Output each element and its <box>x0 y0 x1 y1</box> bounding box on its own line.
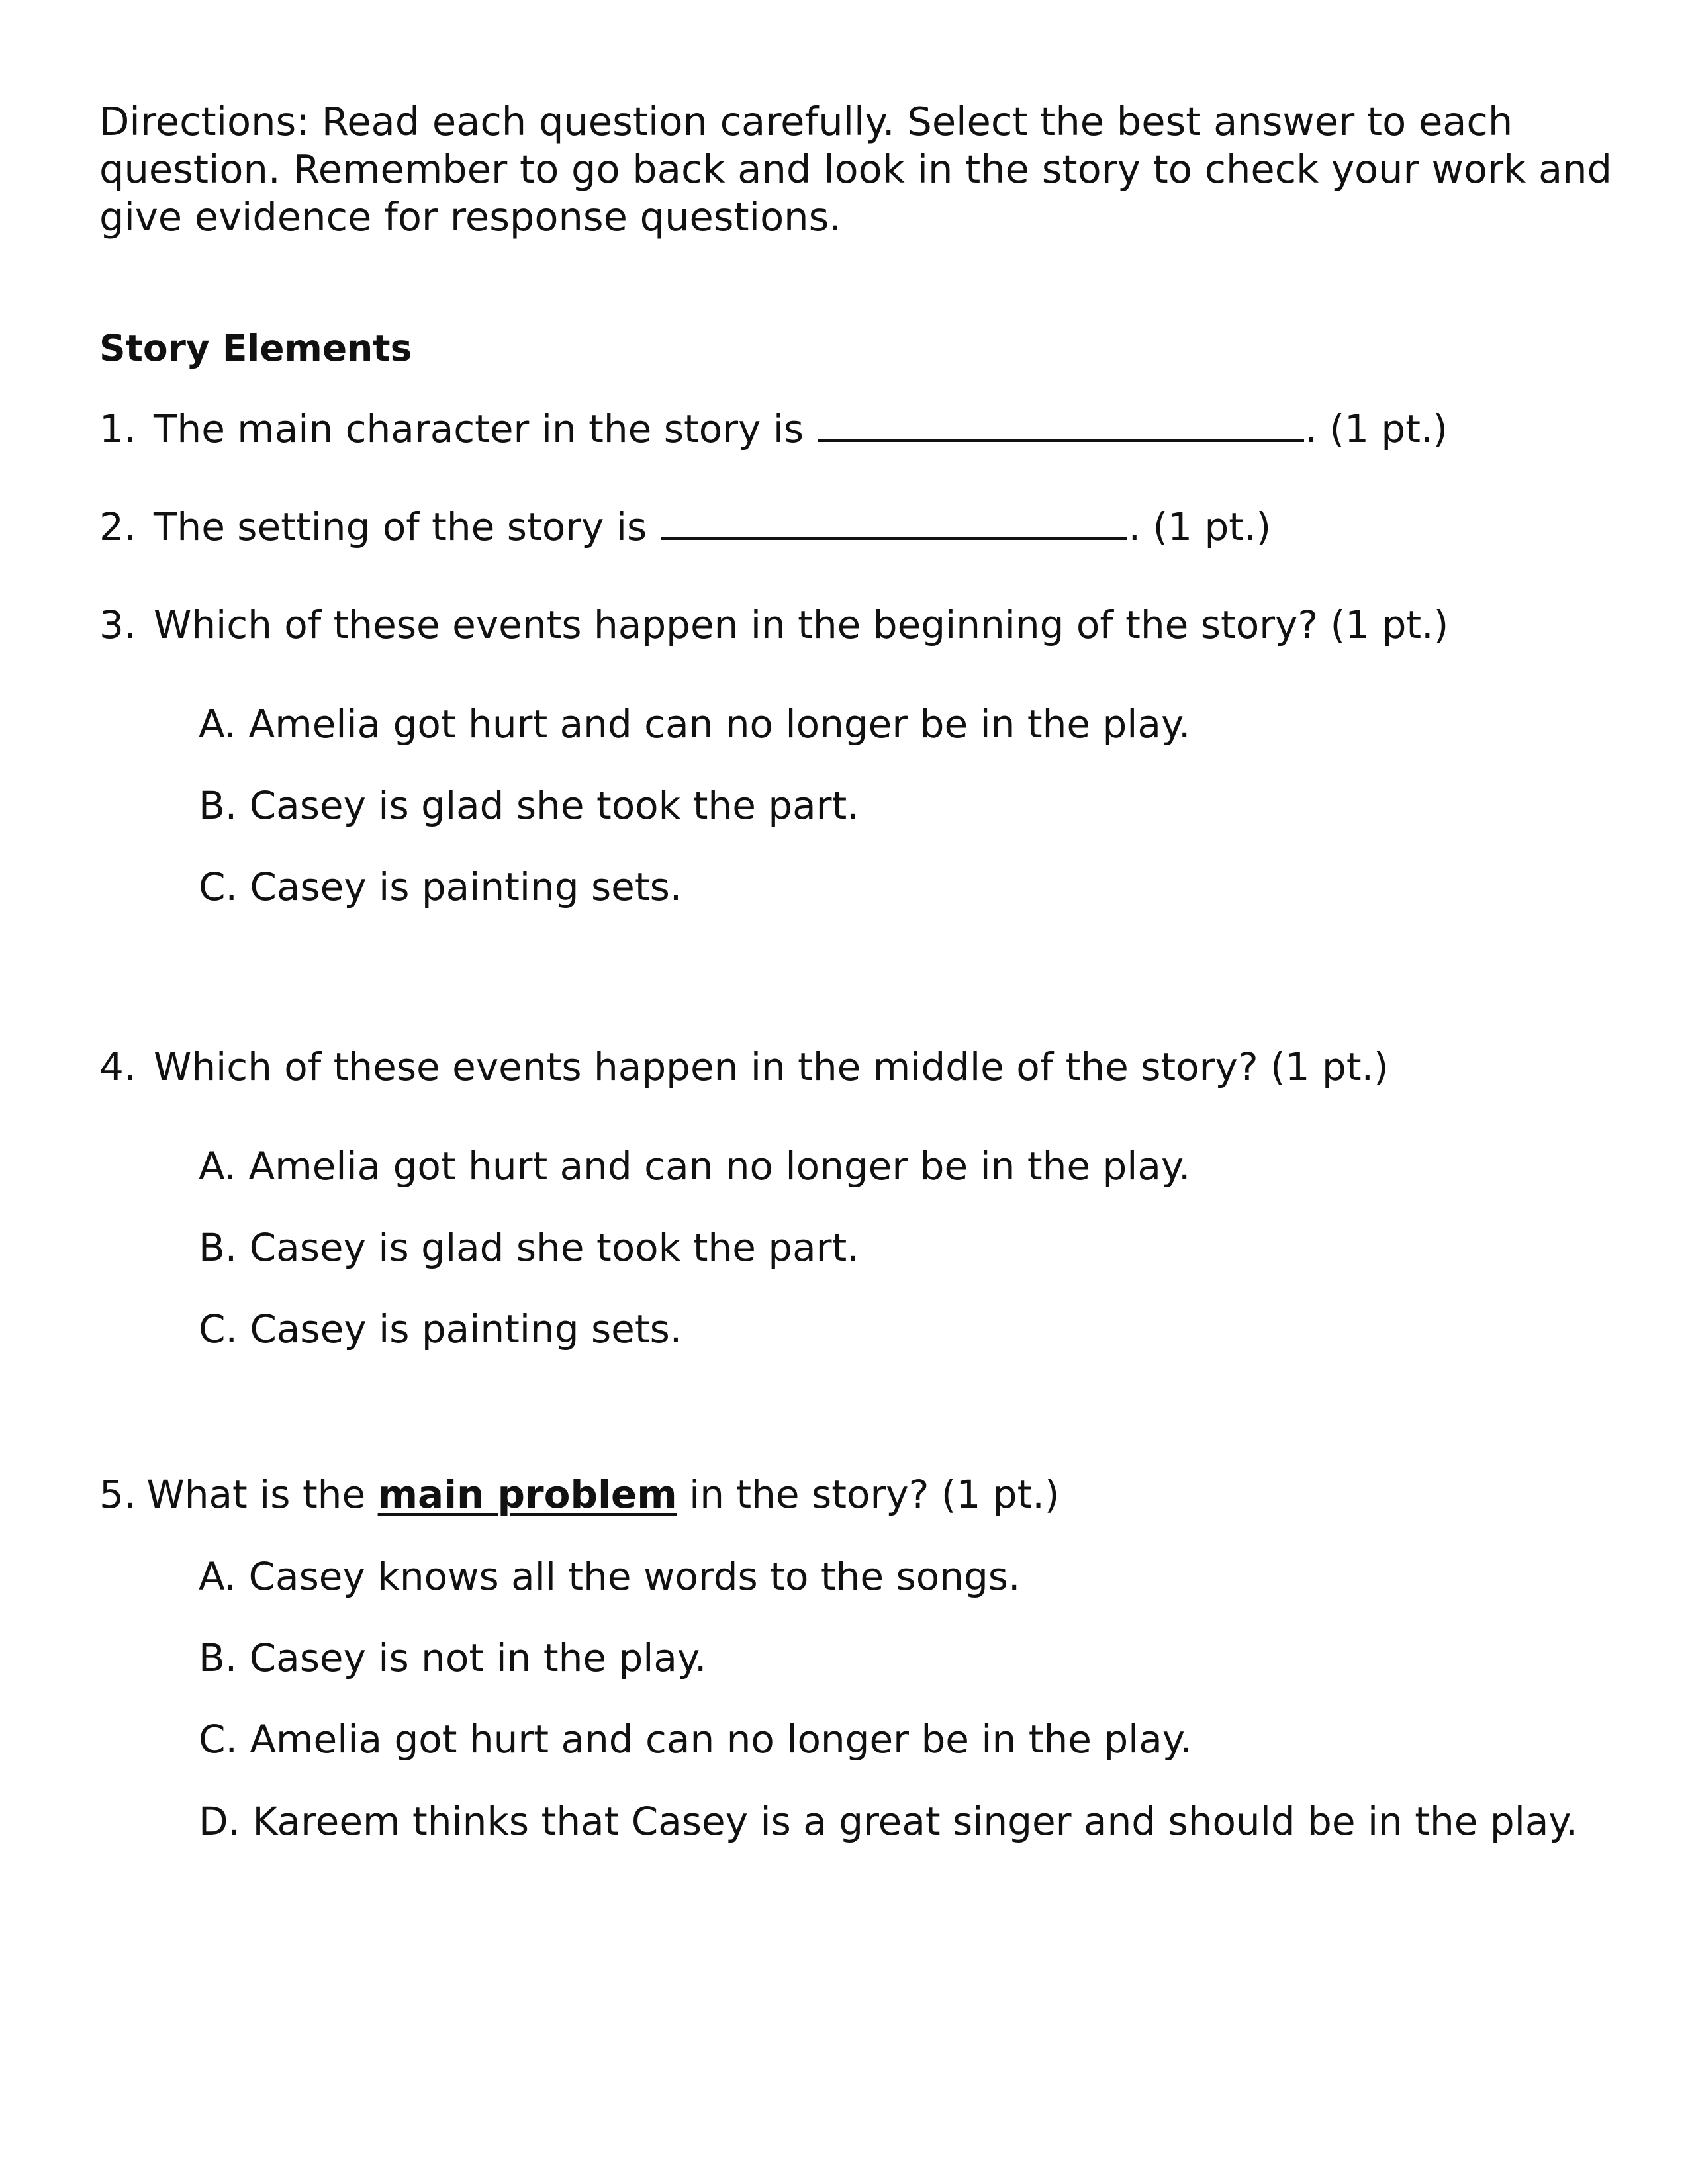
directions-line-3: give evidence for response questions. <box>99 194 842 240</box>
question-3-option-b[interactable]: B. Casey is glad she took the part. <box>199 783 859 828</box>
question-2-number: 2. <box>99 504 136 549</box>
question-2-text: The setting of the story is <box>154 504 647 549</box>
question-5-option-c[interactable]: C. Amelia got hurt and can no longer be in the play. <box>199 1717 1192 1762</box>
question-4-option-c[interactable]: C. Casey is painting sets. <box>199 1306 682 1351</box>
question-1-answer-blank[interactable] <box>818 405 1304 442</box>
question-5-option-b[interactable]: B. Casey is not in the play. <box>199 1635 707 1680</box>
question-3-option-a[interactable]: A. Amelia got hurt and can no longer be in the play. <box>199 702 1191 747</box>
question-5-number: 5. <box>99 1472 136 1517</box>
question-5-option-d[interactable]: D. Kareem thinks that Casey is a great singer and should be in the play. <box>199 1799 1578 1844</box>
directions-line-1: Directions: Read each question carefully. Select the best answer to each <box>99 99 1513 144</box>
question-2 <box>99 503 1271 551</box>
question-3-text: Which of these events happen in the beginning of the story? (1 pt.) <box>154 602 1449 647</box>
question-5-emphasis: main problem <box>377 1472 677 1517</box>
question-4-text: Which of these events happen in the middle of the story? (1 pt.) <box>154 1044 1389 1089</box>
question-2-answer-blank[interactable] <box>661 503 1127 540</box>
question-1-number: 1. <box>99 406 136 451</box>
question-4-number: 4. <box>99 1044 136 1089</box>
question-4-option-b[interactable]: B. Casey is glad she took the part. <box>199 1225 859 1270</box>
question-4-option-a[interactable]: A. Amelia got hurt and can no longer be in the play. <box>199 1144 1191 1189</box>
question-5-text-before: What is the <box>146 1472 366 1517</box>
section-title: Story Elements <box>99 327 412 369</box>
question-5 <box>99 1471 1059 1518</box>
question-5-option-a[interactable]: A. Casey knows all the words to the songs. <box>199 1554 1021 1599</box>
directions <box>99 98 1613 241</box>
question-3-option-c[interactable]: C. Casey is painting sets. <box>199 864 682 909</box>
question-1 <box>99 405 1448 453</box>
question-1-text: The main character in the story is <box>154 406 804 451</box>
question-1-suffix: . (1 pt.) <box>1305 406 1448 451</box>
question-3-number: 3. <box>99 602 136 647</box>
question-5-text-after: in the story? (1 pt.) <box>689 1472 1060 1517</box>
directions-line-2: question. Remember to go back and look in the story to check your work and <box>99 146 1613 192</box>
question-3 <box>99 601 1448 649</box>
question-4 <box>99 1043 1389 1091</box>
question-2-suffix: . (1 pt.) <box>1128 504 1272 549</box>
